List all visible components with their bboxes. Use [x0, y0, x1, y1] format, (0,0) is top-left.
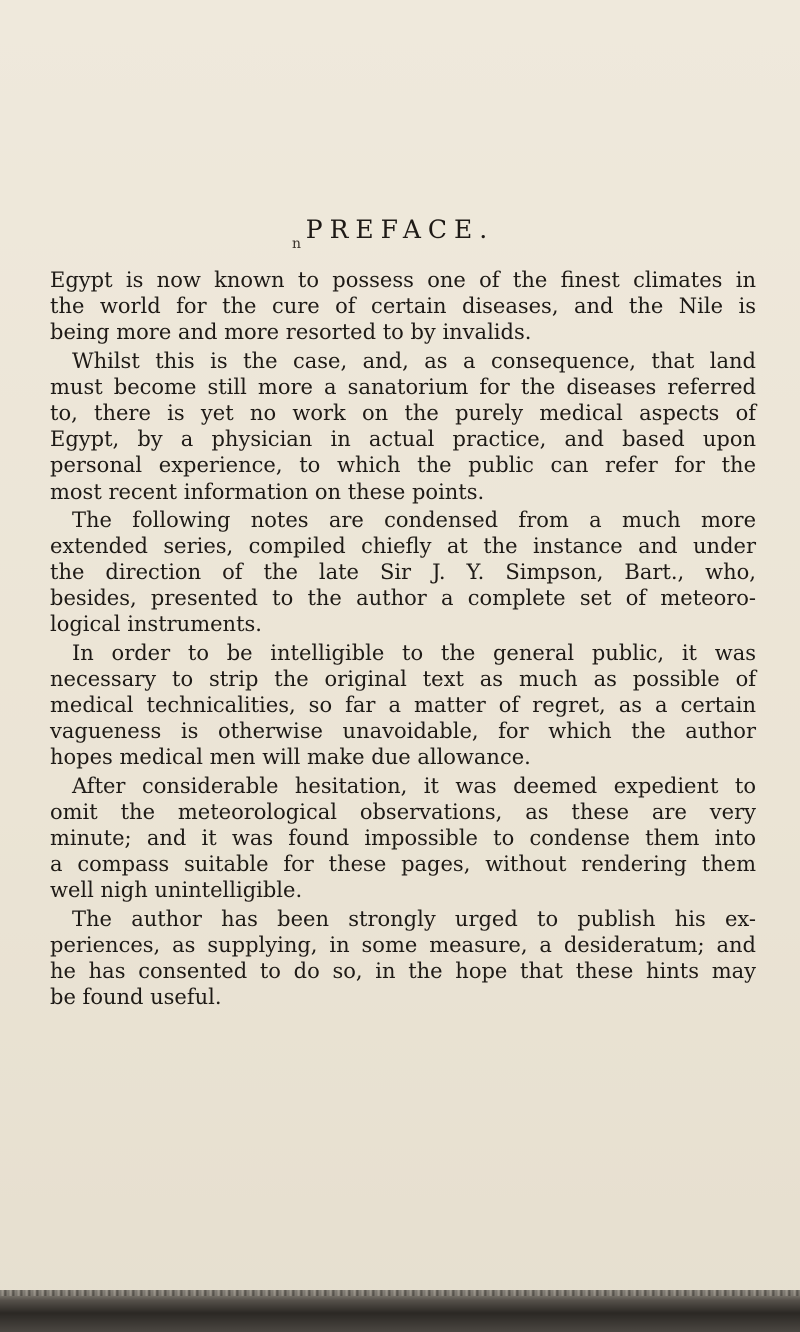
text-line: omit the meteorological observations, as these are very: [50, 799, 756, 824]
text-line: he has consented to do so, in the hope that these hints may: [50, 958, 756, 983]
text-line: periences, as supplying, in some measure, a desideratum; and: [50, 932, 756, 957]
text-line: be found useful.: [50, 985, 222, 1010]
text-line: well nigh unintelligible.: [50, 878, 303, 903]
text-line: the world for the cure of certain diseases, and the Nile is: [50, 294, 756, 319]
text-line: minute; and it was found impossible to condense them into: [50, 825, 756, 850]
text-line: most recent information on these points.: [50, 479, 485, 504]
text-line: Egypt is now known to possess one of the finest climates in: [50, 268, 756, 292]
text-line: the direction of the late Sir J. Y. Simpson, Bart., who,: [50, 560, 756, 585]
text-line: being more and more resorted to by invalids.: [50, 320, 532, 345]
paragraph-1: [50, 267, 756, 346]
text-line: The following notes are condensed from a much more: [72, 507, 756, 532]
text-line: to, there is yet no work on the purely medical aspects of: [50, 400, 756, 425]
text-line: In order to be intelligible to the general public, it was: [72, 640, 756, 665]
paragraph-3: [50, 507, 756, 638]
text-line: Whilst this is the case, and, as a consequence, that land: [72, 348, 756, 373]
text-line: necessary to strip the original text as much as possible of: [50, 666, 756, 691]
printer-mark: n: [292, 236, 302, 252]
text-line: Egypt, by a physician in actual practice, and based upon: [50, 427, 756, 452]
text-line: must become still more a sanatorium for the diseases referred: [50, 374, 756, 399]
text-line: The author has been strongly urged to publish his ex-: [72, 906, 756, 931]
text-line: hopes medical men will make due allowance.: [50, 745, 531, 770]
text-line: personal experience, to which the public can refer for the: [50, 453, 756, 478]
paragraph-5: [50, 773, 756, 904]
text-line: extended series, compiled chiefly at the instance and under: [50, 533, 756, 558]
paragraph-4: [50, 640, 756, 771]
text-line: besides, presented to the author a complete set of meteoro-: [50, 586, 756, 611]
text-line: medical technicalities, so far a matter of regret, as a certain: [50, 693, 756, 717]
text-line: logical instruments.: [50, 612, 262, 637]
page-title: PREFACE.: [305, 215, 495, 244]
paragraph-2: [50, 348, 756, 505]
text-line: a compass suitable for these pages, without rendering them: [50, 852, 756, 877]
text-line: After considerable hesitation, it was deemed expedient to: [72, 773, 756, 798]
text-line: vagueness is otherwise unavoidable, for which the author: [50, 719, 756, 744]
scan-bottom-edge: [0, 1290, 800, 1332]
paragraph-6: [50, 906, 756, 1011]
preface-body: [50, 267, 756, 1010]
